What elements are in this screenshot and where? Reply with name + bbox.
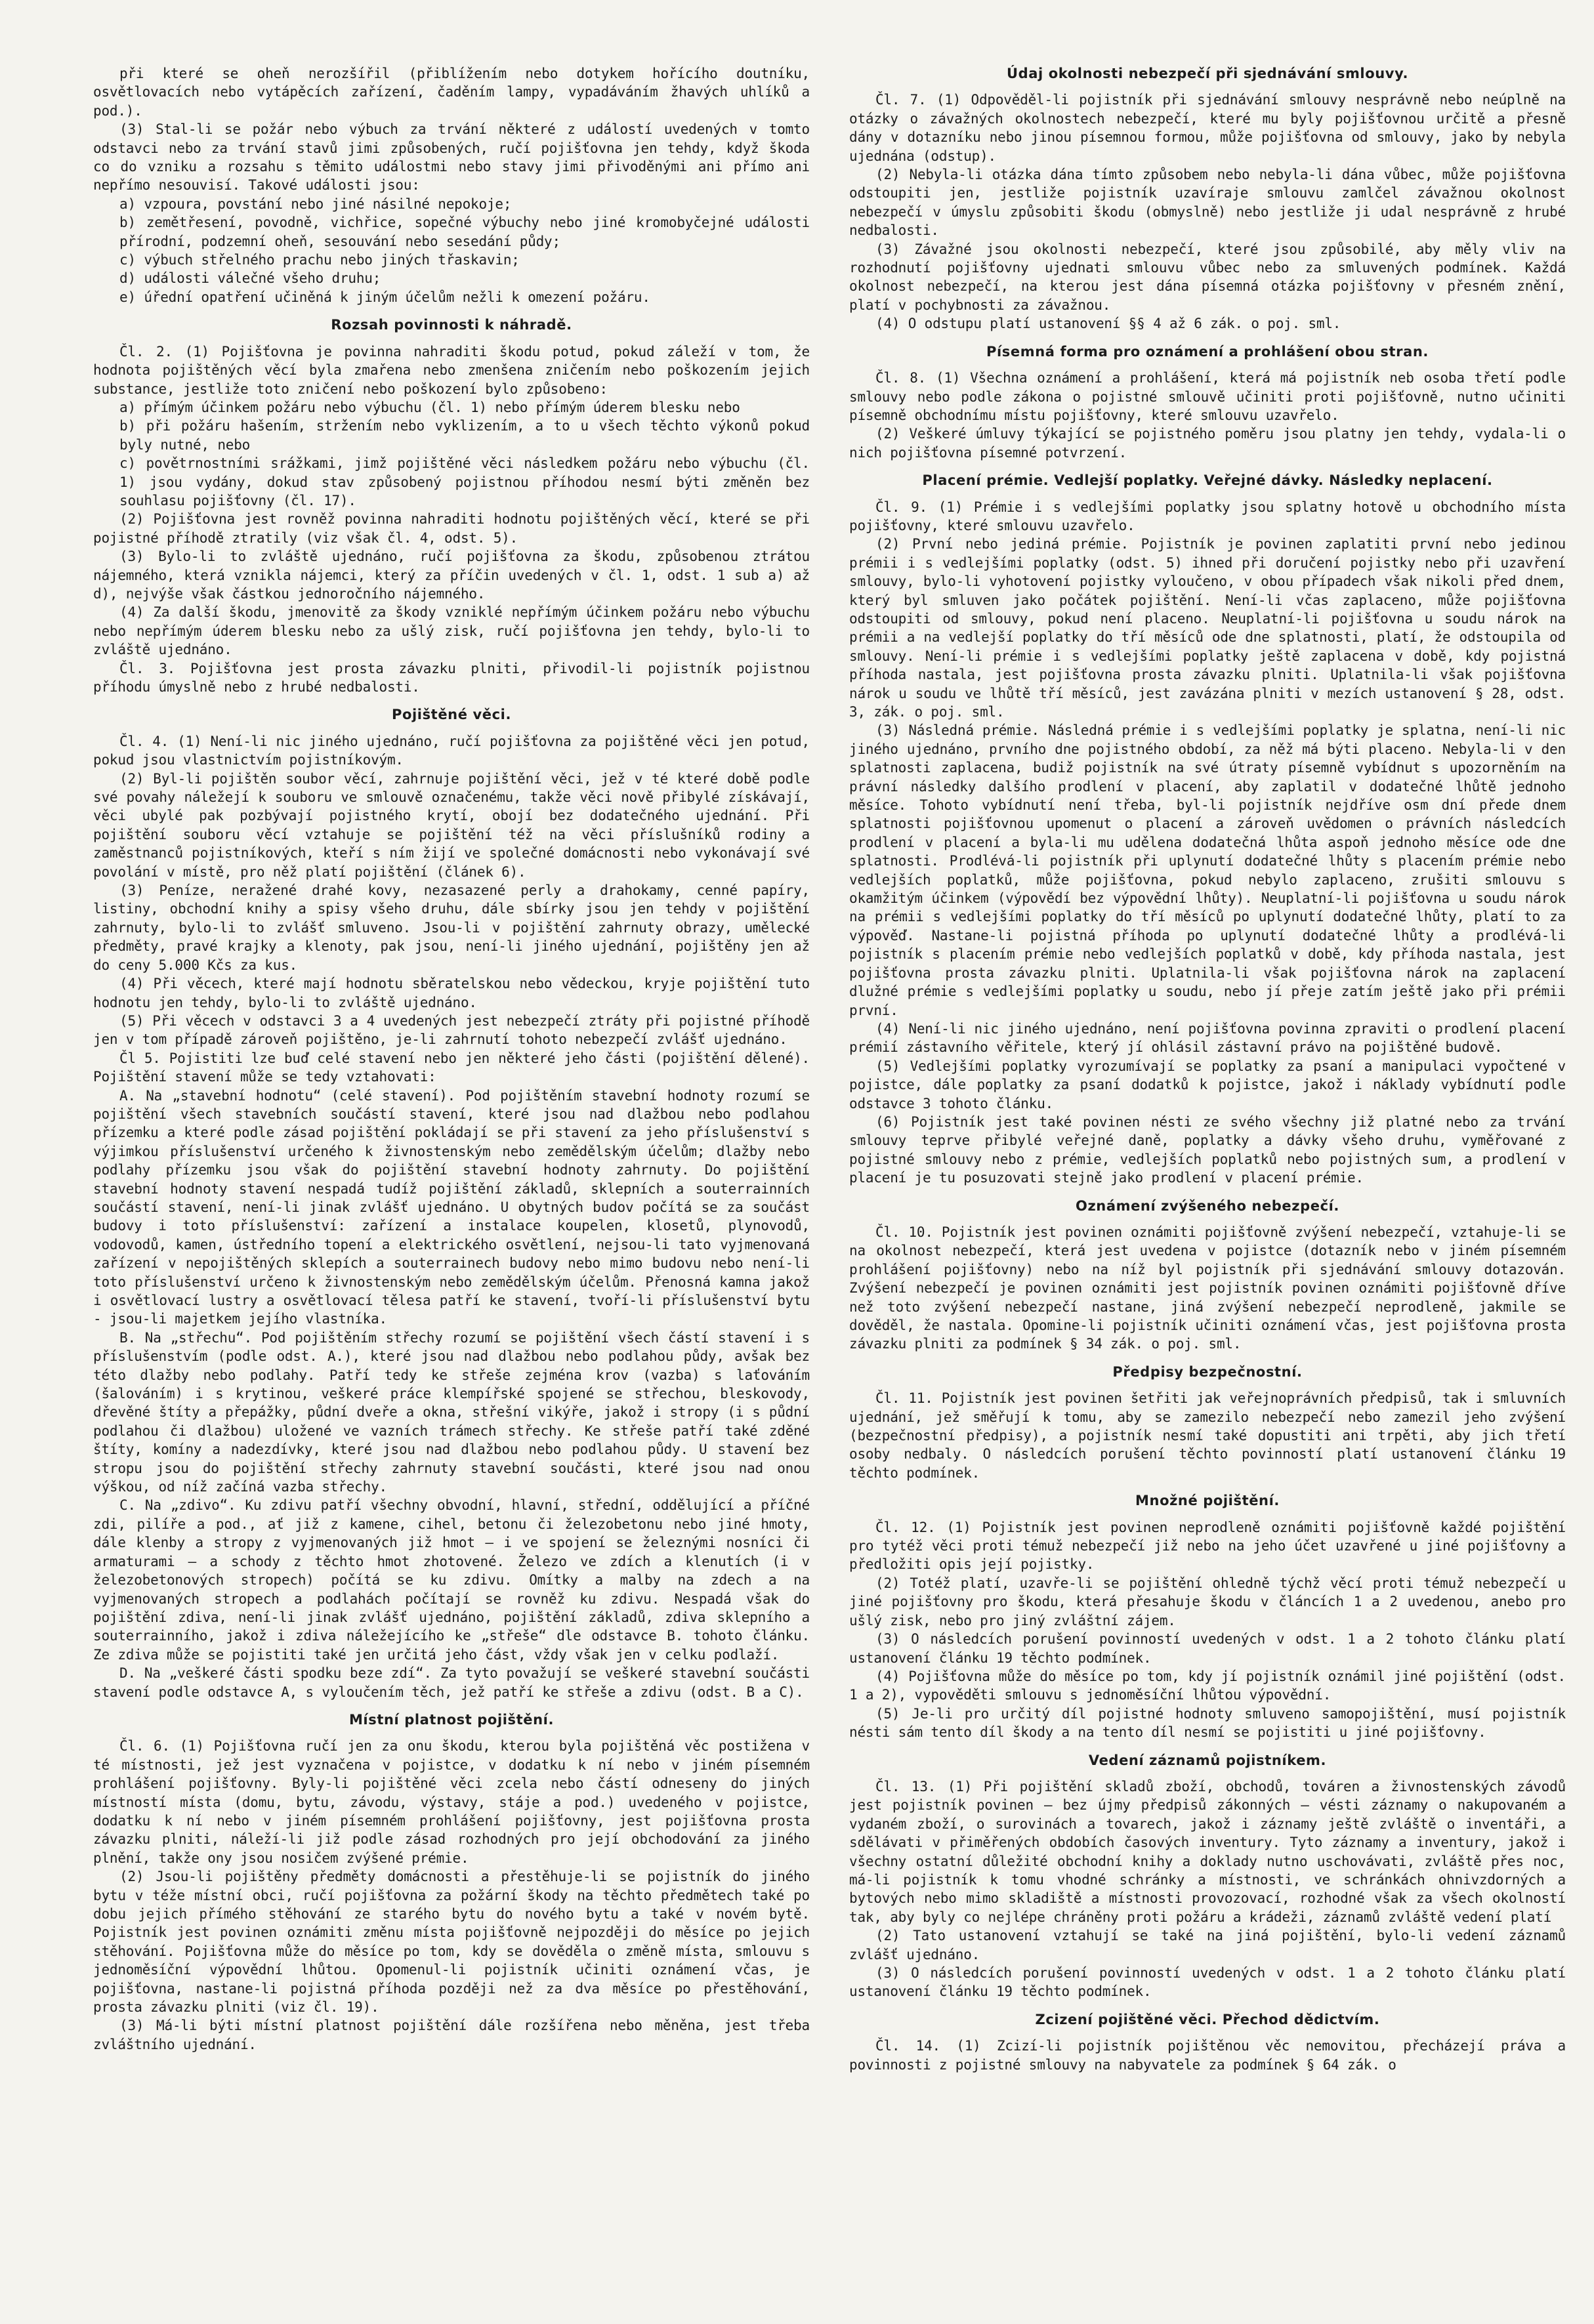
section-heading: Rozsah povinnosti k náhradě. [331,317,572,333]
paragraph: (3) Závažné jsou okolnosti nebezpečí, které jsou způsobilé, aby měly vliv na rozhodnutí pojišťovny ujednati smlouvu vůbec nebo za smluvených podmínek. Každá okolnost nebezpečí, na kterou jest dána písemná otázka pojišťovny v přesném znění, platí v pochybnosti za závažnou. [849,241,1566,313]
right-column [849,64,1566,2074]
paragraph: Čl 5. Pojistiti lze buď celé stavení nebo jen některé jeho části (pojištění dělené). Pojištění stavení může se tedy vztahovati: [93,1050,810,1085]
paragraph: Čl. 7. (1) Odpověděl-li pojistník při sjednávání smlouvy nesprávně nebo neúplně na otázky o závažných okolnostech nebezpečí, které mu byly pojišťovnou určitě a přesně dány v dotazníku nebo jinou písemnou formou, může pojišťovna od smlouvy, jako by nebyla ujednána (odstup). [849,92,1566,164]
paragraph: Čl. 2. (1) Pojišťovna je povinna nahraditi škodu potud, pokud záleží v tom, že hodnota pojištěných věcí byla zmařena nebo zmenšena zničením nebo poškozením jejich substance, jestliže toto zničení nebo poškození bylo způsobeno: [93,343,810,397]
paragraph: (2) Byl-li pojištěn soubor věcí, zahrnuje pojištění věci, jež v té které době podle své povahy náležejí k souboru ve smlouvě označenému, takže věci nově přibylé získávají, věci ubylé pak pozbývají pojistného krytí, obojí bez dodatečného ujednání. Při pojištění souboru věcí vztahuje se pojištění též na věci příslušníků rodiny a zaměstnanců pojistníkových, kteří s ním žijí ve společné domácnosti nebo vykonávají své povolání v místě, pro něž platí pojištění (článek 6). [93,770,810,880]
paragraph: Čl. 3. Pojišťovna jest prosta závazku plniti, přivodil-li pojistník pojistnou příhodu úmyslně nebo z hrubé nedbalosti. [93,660,810,695]
paragraph: Čl. 14. (1) Zcizí-li pojistník pojištěnou věc nemovitou, přecházejí práva a povinnosti z pojistné smlouvy na nabyvatele za podmínek § 64 zák. o [849,2038,1566,2073]
section-heading: Pojištěné věci. [391,707,512,723]
section-heading: Údaj okolnosti nebezpečí při sjednávání smlouvy. [1006,66,1409,81]
paragraph: c) povětrnostními srážkami, jimž pojištěné věci následkem požáru nebo výbuchu (čl. 1) jsou vydány, dokud stav způsobený pojistnou příhodou nesmí býti změněn bez souhlasu pojišťovny (čl. 17). [119,455,810,508]
paragraph: Čl. 4. (1) Není-li nic jiného ujednáno, ručí pojišťovna za pojištěné věci jen potud, pokud jsou vlastnictvím pojistníkovým. [93,733,810,768]
left-column [93,64,810,2054]
paragraph: (3) Bylo-li to zvláště ujednáno, ručí pojišťovna za škodu, způsobenou ztrátou nájemného, která vznikla nájemci, který za příčin uvedených v čl. 1, odst. 1 sub a) až d), nejvýše však částkou jednoročního nájemného. [93,549,810,602]
paragraph: (4) Není-li nic jiného ujednáno, není pojišťovna povinna zpraviti o prodlení placení prémií zástavního věřitele, který jí ohlásil zástavní právo na pojištěné budově. [849,1020,1566,1056]
paragraph: Čl. 8. (1) Všechna oznámení a prohlášení, která má pojistník neb osoba třetí podle smlouvy nebo podle zákona o pojistné smlouvě učiniti proti pojišťovně, nutno učiniti písemně obchodnímu místu pojišťovny, které smlouvu uzavřelo. [849,370,1566,423]
paragraph: Čl. 10. Pojistník jest povinen oznámiti pojišťovně zvýšení nebezpečí, vztahuje-li se na okolnost nebezpečí, která jest uvedena v pojistce (dotazník nebo v jiném písemném prohlášení pojišťovny) nebo na níž byl pojistník při sjednávání smlouvy dotazován. Zvýšení nebezpečí je povinen oznámiti jest pojistník povinen oznámiti pojišťovně dříve než toto zvýšení nebezpečí nastane, jiná zvýšení nebezpečí neprodleně, jakmile se dověděl, že nastala. Opomine-li pojistník učiniti oznámení včas, jest pojišťovna prosta závazku plniti za podmínek § 34 zák. o poj. sml. [849,1224,1566,1352]
paragraph: (3) Peníze, neražené drahé kovy, nezasazené perly a drahokamy, cenné papíry, listiny, obchodní knihy a spisy všeho druhu, dále sbírky jsou jen tehdy v pojištění zahrnuty, bylo-li to zvlášť smluveno. Jsou-li v pojištění zahrnuty obrazy, umělecké předměty, pravé krajky a klenoty, pak jsou, není-li jiného ujednání, pojištěny jen až do ceny 5.000 Kčs za kus. [93,882,810,973]
paragraph: D. Na „veškeré části spodku beze zdí“. Za tyto považují se veškeré stavební součásti stavení podle odstavce A, s vyloučením těch, jež patří ke střeše a zdivu (odst. B a C). [93,1665,810,1700]
paragraph: Čl. 9. (1) Prémie i s vedlejšími poplatky jsou splatny hotově u obchodního místa pojišťovny, které smlouvu uzavřelo. [849,499,1566,533]
paragraph: (4) Za další škodu, jmenovitě za škody vzniklé nepřímým účinkem požáru nebo výbuchu nebo nepřímým úderem blesku nebo za ušlý zisk, ručí pojišťovna jen tehdy, bylo-li to zvláště ujednáno. [93,604,810,658]
paragraph: Čl. 11. Pojistník jest povinen šetřiti jak veřejnoprávních předpisů, tak i smluvních ujednání, jež směřují k tomu, aby se zamezilo nebezpečí nebo zamezil jeho zvýšení (bezpečnostní předpisy), a pojistník nesmí také dopustiti ani trpěti, aby jich třetí osoby nedbaly. O následcích porušení těchto povinností platí ustanovení článku 19 těchto podmínek. [849,1390,1566,1481]
paragraph: (5) Je-li pro určitý díl pojistné hodnoty smluveno samopojištění, musí pojistník nésti sám tento díl škody a na tento díl nesmí se pojistiti u jiné pojišťovny. [849,1705,1566,1741]
paragraph: b) zemětřesení, povodně, vichřice, sopečné výbuchy nebo jiné kromobyčejné události přírodní, podzemní oheň, sesouvání nebo sesedání půdy; [119,215,810,249]
paragraph: (2) Veškeré úmluvy týkající se pojistného poměru jsou platny jen tehdy, vydala-li o nich pojišťovna písemné potvrzení. [849,426,1566,461]
paragraph: (3) Následná prémie. Následná prémie i s vedlejšími poplatky je splatna, není-li nic jiného ujednáno, prvního dne pojistného období, za něž má býti placeno. Nebyla-li v den splatnosti zaplacena, budiž pojistník na své útraty písemně vybídnut s upozorněním na právní následky dalšího prodlení v placení, aby zaplatil v dodatečné lhůtě jednoho měsíce. Tohoto vybídnutí není třeba, byl-li pojistník nejdříve osm dní přede dnem splatnosti pojišťovnou upomenut o placení a zároveň uvědomen o právních následcích prodlení v placení a byla-li mu udělena dodatečná lhůta aspoň jednoho měsíce ode dne splatnosti. Prodlévá-li pojistník při uplynutí dodatečné lhůty s placením prémie nebo vedlejších poplatků, může pojišťovna, pokud nebylo zaplaceno, zrušiti smlouvu s okamžitým účinkem (výpovědí bez výpovědní lhůty). Neuplatní-li pojišťovna u soudu nárok na prémii s vedlejšími poplatky do tří měsíců po uplynutí dodatečné lhůty, platí to za výpověď. Nastane-li pojistná příhoda po uplynutí dodatečné lhůty a prodlévá-li pojistník s placením prémie nebo vedlejších poplatků v době, kdy příhoda nastala, jest pojišťovna prosta závazku plniti. Uplatnila-li však pojišťovna nárok na zaplacení dlužné prémie s vedlejšími poplatky u soudu, nebo jí přeje zatím ještě jako při prémii první. [849,722,1566,1018]
paragraph: (4) Pojišťovna může do měsíce po tom, kdy jí pojistník oznámil jiné pojištění (odst. 1 a 2), vypověděti smlouvu s jednoměsíční lhůtou výpovědní. [849,1668,1566,1703]
section-heading: Místní platnost pojištění. [348,1711,555,1728]
paragraph: (2) Jsou-li pojištěny předměty domácnosti a přestěhuje-li se pojistník do jiného bytu v téže místní obci, ručí pojišťovna za požární škody na těchto předmětech také po dobu jejich přímého stěhování ze starého bytu do nového bytu a také v novém bytě. Pojistník jest povinen oznámiti změnu místa pojišťovně nejpozději do měsíce po jejich stěhování. Pojišťovna může do měsíce po tom, kdy se dověděla o změně místa, smlouvu s jednoměsíční výpovědní lhůtou. Opomenul-li pojistník učiniti oznámení včas, je pojišťovna, nastane-li pojistná příhoda později než za dva měsíce po přestěhování, prosta závazku plniti (viz čl. 19). [93,1869,810,2016]
paragraph: (2) První nebo jediná prémie. Pojistník je povinen zaplatiti první nebo jedinou prémii i s vedlejšími poplatky (odst. 5) ihned při doručení pojistky nebo při uzavření smlouvy, bylo-li vyhotovení pojistky vyloučeno, v obou případech však nikoli před dnem, který byl smluven jako počátek pojištění. Není-li včas zaplaceno, může pojišťovna odstoupiti od smlouvy, pokud není placeno. Neuplatní-li pojišťovna u soudu nárok na prémii a na vedlejší poplatky do tří měsíců ode dne splatnosti, platí, že odstoupila od smlouvy. Není-li prémie i s vedlejšími poplatky ještě zaplacena v době, kdy pojistná příhoda nastala, jest pojišťovna prosta závazku plniti. Uplatnila-li však pojišťovna nárok u soudu ve lhůtě tří měsíců, jest zavázána plniti v mezích ustanovení § 28, odst. 3, zák. o poj. sml. [849,536,1566,720]
section-heading: Vedení záznamů pojistníkem. [1088,1752,1327,1768]
paragraph: C. Na „zdivo“. Ku zdivu patří všechny obvodní, hlavní, střední, oddělující a příčné zdi, pilíře a pod., ať již z kamene, cihel, betonu či železobetonu nebo jiné hmoty, dále klenby a stropy z vyjmenovaných již hmot — i ve spojení se železnými nosníci či armaturami — a schody z těchto hmot zhotovené. Železo ve zdích a klenutích (i v železobetonových stropech) počítá se ku zdivu. Omítky a malby na zdech a na vyjmenovaných stropech a podlahách počítají se rovněž ku zdivu. Nespadá však do pojištění zdiva, není-li jinak zvlášť ujednáno, pojištění základů, zdiva sklepního a souterrainního, jakož i zdiva náležejícího ke „střeše“ dle odstavce B. tohoto článku. Ze zdiva může se pojistiti také jen určitá jeho část, vždy však jen v celku podlaží. [93,1497,810,1663]
section-heading: Placení prémie. Vedlejší poplatky. Veřejné dávky. Následky neplacení. [922,472,1493,489]
section-heading: Zcizení pojištěné věci. Přechod dědictvím. [1035,2011,1380,2027]
paragraph: (2) Pojišťovna jest rovněž povinna nahraditi hodnotu pojištěných věcí, které se při pojistné příhodě ztratily (viz však čl. 4, odst. 5). [93,511,810,546]
section-heading: Předpisy bezpečnostní. [1112,1363,1303,1380]
paragraph: (3) Stal-li se požár nebo výbuch za trvání některé z událostí uvedených v tomto odstavci nebo za trvání stavů jimi způsobených, ručí pojišťovna jen tehdy, když škoda co do vzniku a rozsahu s těmito událostmi nebo stavy jimi přivoděnými ani přímo ani nepřímo nesouvisí. Takové události jsou: [93,121,810,194]
paragraph: Čl. 12. (1) Pojistník jest povinen neprodleně oznámiti pojišťovně každé pojištění pro tytéž věci proti témuž nebezpečí již nebo na jeho účet uzavřené u jiné pojišťovny a předložiti opis její pojistky. [849,1519,1566,1573]
paragraph: b) při požáru hašením, stržením nebo vyklizením, a to u všech těchto výkonů pokud byly nutné, nebo [119,418,810,453]
paragraph: (3) Má-li býti místní platnost pojištění dále rozšířena nebo měněna, jest třeba zvláštního ujednání. [93,2018,810,2052]
paragraph: c) výbuch střelného prachu nebo jiných třaskavin; [119,252,520,268]
paragraph: (2) Nebyla-li otázka dána tímto způsobem nebo nebyla-li dána vůbec, může pojišťovna odstoupiti jen, jestliže pojistník uzavíraje smlouvu zamlčel závažnou okolnost nebezpečí v úmyslu způsobiti škodu (obmyslně) nebo jestliže ji udal nesprávně z hrubé nedbalosti. [849,167,1566,239]
paragraph: A. Na „stavební hodnotu“ (celé stavení). Pod pojištěním stavební hodnoty rozumí se pojištění všech stavebních součástí stavení, které jsou nad dlažbou nebo podlahou přízemku a které podle zásad pojištění pokládají se při stavení za jeho příslušenství s výjimkou příslušenství určeného k živnostenským nebo zemědělským účelům; dlažby nebo podlahy přízemku jsou však do pojištění stavební hodnoty zahrnuty. Do pojištění stavební hodnoty stavení nespadá tudíž pojištění základů, sklepních a souterrainních součástí stavení, není-li jinak zvlášť ujednáno. U obytných budov počítá se za součást budovy i toto příslušenství: zařízení a instalace koupelen, klosetů, plynovodů, vodovodů, kamen, ústředního topení a elektrického osvětlení, nejsou-li tato vyjmenovaná zařízení v nepojištěných sklepích a souterrainech budovy nebo mimo budovu nebo není-li toto příslušenství určeno k živnostenským nebo zemědělským účelům. Přenosná kamna jakož i osvětlovací lustry a osvětlovací tělesa patří ke stavení, tvoří-li příslušenství bytu - jsou-li majetkem jejího vlastníka. [93,1087,810,1327]
paragraph: Čl. 13. (1) Při pojištění skladů zboží, obchodů, továren a živnostenských závodů jest pojistník povinen — bez újmy předpisů zákonných — vésti záznamy o nakupovaném a vydaném zboží, o surovinách a tovarech, jakož i záznamy ještě zvláště o inventáři, a sdělávati v přiměřených obdobích časových inventury. Tyto záznamy a inventury, jakož i všechny ostatní důležité obchodní knihy a doklady nutno uschovávati, zvláště přes noc, má-li pojistník k tomu vhodné schránky a místnosti, ve schránkách ohnivzdorných a bytových nebo mimo skladiště a místnosti provozovací, rozhodné však za všech okolností tak, aby byly co nejlépe chráněny proti požáru a krádeži, záznamů zvláště vedení platí [849,1778,1566,1925]
section-heading: Písemná forma pro oznámení a prohlášení obou stran. [986,343,1429,360]
paragraph: e) úřední opatření učiněná k jiným účelům nežli k omezení požáru. [119,289,650,305]
paragraph: (3) O následcích porušení povinností uvedených v odst. 1 a 2 tohoto článku platí ustanovení článku 19 těchto podmínek. [849,1965,1566,2000]
paragraph: (5) Při věcech v odstavci 3 a 4 uvedených jest nebezpečí ztráty při pojistné příhodě jen v tom případě zároveň pojištěno, je-li zahrnutí tohoto nebezpečí zvlášť ujednáno. [93,1012,810,1048]
paragraph: (2) Totéž platí, uzavře-li se pojištění ohledně týchž věcí proti témuž nebezpečí u jiné pojišťovny pro škodu, která přesahuje škodu v článcích 1 a 2 uvedenou, anebo pro ušlý zisk, nebo pro jiný zvláštní zájem. [849,1575,1566,1629]
section-heading: Oznámení zvýšeného nebezpečí. [1076,1197,1339,1214]
section-heading: Množné pojištění. [1135,1493,1280,1509]
paragraph: (4) O odstupu platí ustanovení §§ 4 až 6 zák. o poj. sml. [875,316,1341,332]
paragraph: a) vzpoura, povstání nebo jiné násilné nepokoje; [119,196,512,212]
paragraph: (5) Vedlejšími poplatky vyrozumívají se poplatky za psaní a manipulaci vypočtené v pojistce, dále poplatky za psaní dodatků k pojistce, jakož i náklady vybídnutí podle odstavce 3 tohoto článku. [849,1058,1566,1111]
paragraph: (4) Při věcech, které mají hodnotu sběratelskou nebo vědeckou, kryje pojištění tuto hodnotu jen tehdy, bylo-li to zvláště ujednáno. [93,976,810,1010]
paragraph: (2) Tato ustanovení vztahují se také na jiná pojištění, bylo-li vedení záznamů zvlášť ujednáno. [849,1928,1566,1962]
paragraph: d) události válečné všeho druhu; [119,270,381,287]
paragraph: Čl. 6. (1) Pojišťovna ručí jen za onu škodu, kterou byla pojištěná věc postižena v té místnosti, jež jest vyznačena v pojistce, v dodatku k ní nebo v jiném písemném prohlášení pojišťovny. Byly-li pojištěné věci zcela nebo částí odneseny do jiných místností místa (domu, bytu, závodu, výstavy, stáje a pod.) uvedeného v pojistce, dodatku k ní nebo v jiném písemném prohlášení pojišťovny, jest pojišťovna prosta závazku plniti, náleží-li již podle zásad rozhodných pro její obchodování za jiného plnění, takže ony jsou nosičem zvýšené prémie. [93,1738,810,1866]
paragraph: při které se oheň nerozšířil (přiblížením nebo dotykem hořícího doutníku, osvětlovacích nebo vytápěcích zařízení, čaděním lampy, vypadáváním žhavých uhlíků a pod.). [93,66,810,119]
paragraph: (6) Pojistník jest také povinen nésti ze svého všechny již platné nebo za trvání smlouvy teprve přibylé veřejné daně, poplatky a dávky všeho druhu, vyměřované z pojistné smlouvy nebo z prémie, vedlejších poplatků nebo pojistných sum, a prodlení v placení je tu posuzovati stejně jako prodlení v placení prémie. [849,1113,1566,1186]
paragraph: (3) O následcích porušení povinností uvedených v odst. 1 a 2 tohoto článku platí ustanovení článku 19 těchto podmínek. [849,1631,1566,1666]
paragraph: a) přímým účinkem požáru nebo výbuchu (čl. 1) nebo přímým úderem blesku nebo [119,399,740,415]
paragraph: B. Na „střechu“. Pod pojištěním střechy rozumí se pojištění všech částí stavení i s příslušenstvím (podle odst. A.), které jsou nad dlažbou nebo podlahou půdy, avšak bez této dlažby nebo podlahy. Patří tedy ke střeše zejména krov (vazba) s laťováním (šalováním) i s krytinou, veškeré práce klempířské spojené se střechou, bleskovody, dřevěné štíty a přepážky, půdní dveře a okna, střešní vikýře, jakož i stropy (i s půdní podlahou či dlažbou) uložené ve vazních trámech střechy. Ke střeše patří také zděné štíty, komíny a nadezdívky, které jsou nad dlažbou nebo podlahou půdy. U stavení bez stropu jsou do pojištění střechy zahrnuty stavební součásti, které jsou nad onou výškou, od níž začíná vazba střechy. [93,1329,810,1495]
